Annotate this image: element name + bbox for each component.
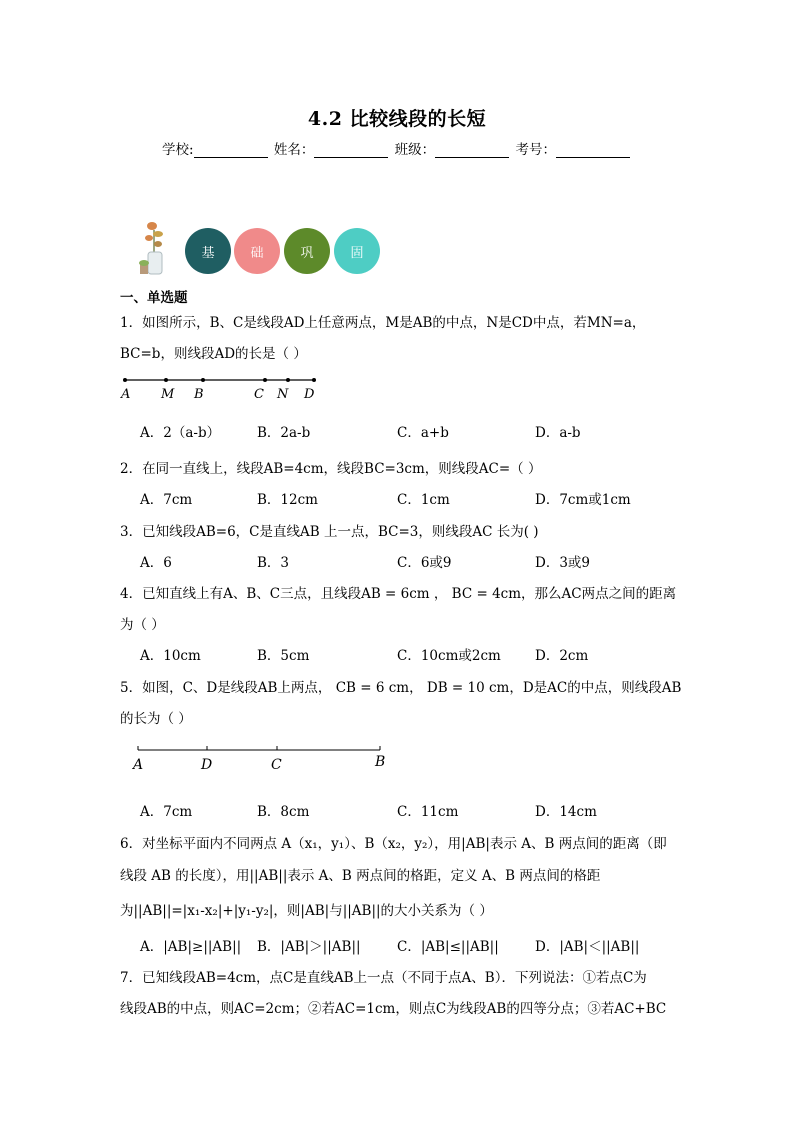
student-info-row [0, 138, 794, 158]
q2-option-b[interactable]: B．12cm [257, 492, 318, 508]
q3-option-c[interactable]: C．6或9 [397, 555, 452, 571]
q1-figure [118, 373, 328, 403]
section-heading: 一、单选题 [120, 290, 188, 306]
q4-line1: 4．已知直线上有A、B、C三点，且线段AB = 6cm ， BC = 4cm，那么AC两点之间的距离 [120, 586, 677, 602]
q6-option-c[interactable]: C．|AB|≤||AB|| [397, 939, 499, 955]
q4-option-c[interactable]: C．10cm或2cm [397, 648, 501, 664]
school-label: 学校: [162, 142, 194, 158]
q5-option-b[interactable]: B．8cm [257, 804, 310, 820]
q5-option-c[interactable]: C．11cm [397, 804, 459, 820]
class-blank[interactable] [435, 143, 509, 158]
name-label: 姓名： [273, 142, 315, 158]
q1-option-a[interactable]: A．2（a-b） [140, 425, 221, 441]
q1-line1: 1．如图所示，B、C是线段AD上任意两点，M是AB的中点，N是CD中点，若MN=a， [120, 315, 646, 331]
q5-line2: 的长为（ ） [120, 711, 192, 727]
q1-point-m [164, 378, 168, 382]
q5-option-d[interactable]: D．14cm [535, 804, 597, 820]
q1-option-c[interactable]: C．a+b [397, 425, 449, 441]
q6-option-b[interactable]: B．|AB|＞||AB|| [257, 939, 361, 955]
badge-ji: 基 [185, 228, 231, 274]
badge-gong: 巩 [284, 228, 330, 274]
q4-option-a[interactable]: A．10cm [140, 648, 201, 664]
badge-chu: 础 [234, 228, 280, 274]
badge-gu: 固 [334, 228, 380, 274]
number-blank[interactable] [556, 143, 630, 158]
number-label: 考号： [515, 142, 556, 158]
q2-line1: 2．在同一直线上，线段AB=4cm，线段BC=3cm，则线段AC=（ ） [120, 461, 542, 477]
q5-option-a[interactable]: A．7cm [140, 804, 193, 820]
school-blank[interactable] [194, 143, 268, 158]
name-blank[interactable] [314, 143, 388, 158]
q2-option-a[interactable]: A．7cm [140, 492, 193, 508]
q2-option-c[interactable]: C．1cm [397, 492, 450, 508]
q3-option-d[interactable]: D．3或9 [535, 555, 591, 571]
q1-label-d: D [304, 387, 315, 402]
q5-label-c: C [271, 757, 282, 773]
class-label: 班级： [394, 142, 436, 158]
q5-figure [132, 742, 392, 774]
q6-line1: 6．对坐标平面内不同两点 A（x₁，y₁）、B（x₂，y₂），用|AB|表示 A、B 两点间的距离（即 [120, 836, 667, 852]
q4-line2: 为（ ） [120, 617, 165, 633]
q1-label-a: A [121, 387, 131, 402]
q6-line3: 为||AB||=|x₁-x₂|+|y₁-y₂|，则|AB|与||AB||的大小关系为（ ） [120, 903, 493, 919]
q1-option-d[interactable]: D．a-b [535, 425, 581, 441]
q6-option-d[interactable]: D．|AB|＜||AB|| [535, 939, 640, 955]
q1-point-b [201, 378, 205, 382]
q6-option-a[interactable]: A．|AB|≥||AB|| [140, 939, 242, 955]
q7-line1: 7．已知线段AB=4cm，点C是直线AB上一点（不同于点A、B）．下列说法：①若点C为 [120, 970, 647, 986]
q1-point-d [312, 378, 316, 382]
q1-point-n [286, 378, 290, 382]
q1-label-b: B [194, 387, 204, 402]
q5-line1: 5．如图，C、D是线段AB上两点， CB = 6 cm， DB = 10 cm，D是AC的中点，则线段AB [120, 680, 682, 696]
q4-option-d[interactable]: D．2cm [535, 648, 589, 664]
q3-line1: 3．已知线段AB=6，C是直线AB 上一点，BC=3，则线段AC 长为( ) [120, 524, 539, 540]
plant-vase-icon [136, 216, 172, 276]
q6-line2: 线段 AB 的长度），用||AB||表示 A、B 两点间的格距，定义 A、B 两点间的格距 [120, 868, 601, 884]
q1-point-a [123, 378, 127, 382]
page-title: 4.2 比较线段的长短 [307, 108, 487, 130]
q5-label-a: A [133, 757, 144, 773]
q5-label-b: B [375, 754, 386, 770]
q1-label-c: C [254, 387, 264, 402]
q1-option-b[interactable]: B．2a-b [257, 425, 311, 441]
q1-label-n: N [277, 387, 289, 402]
q5-label-d: D [201, 757, 213, 773]
q1-point-c [263, 378, 267, 382]
q2-option-d[interactable]: D．7cm或1cm [535, 492, 631, 508]
q1-label-m: M [161, 387, 175, 402]
q3-option-a[interactable]: A．6 [140, 555, 172, 571]
q7-line2: 线段AB的中点，则AC=2cm；②若AC=1cm，则点C为线段AB的四等分点；③若AC+BC [120, 1001, 667, 1017]
q3-option-b[interactable]: B．3 [257, 555, 290, 571]
q4-option-b[interactable]: B．5cm [257, 648, 310, 664]
q1-line2: BC=b，则线段AD的长是（ ） [120, 346, 307, 362]
